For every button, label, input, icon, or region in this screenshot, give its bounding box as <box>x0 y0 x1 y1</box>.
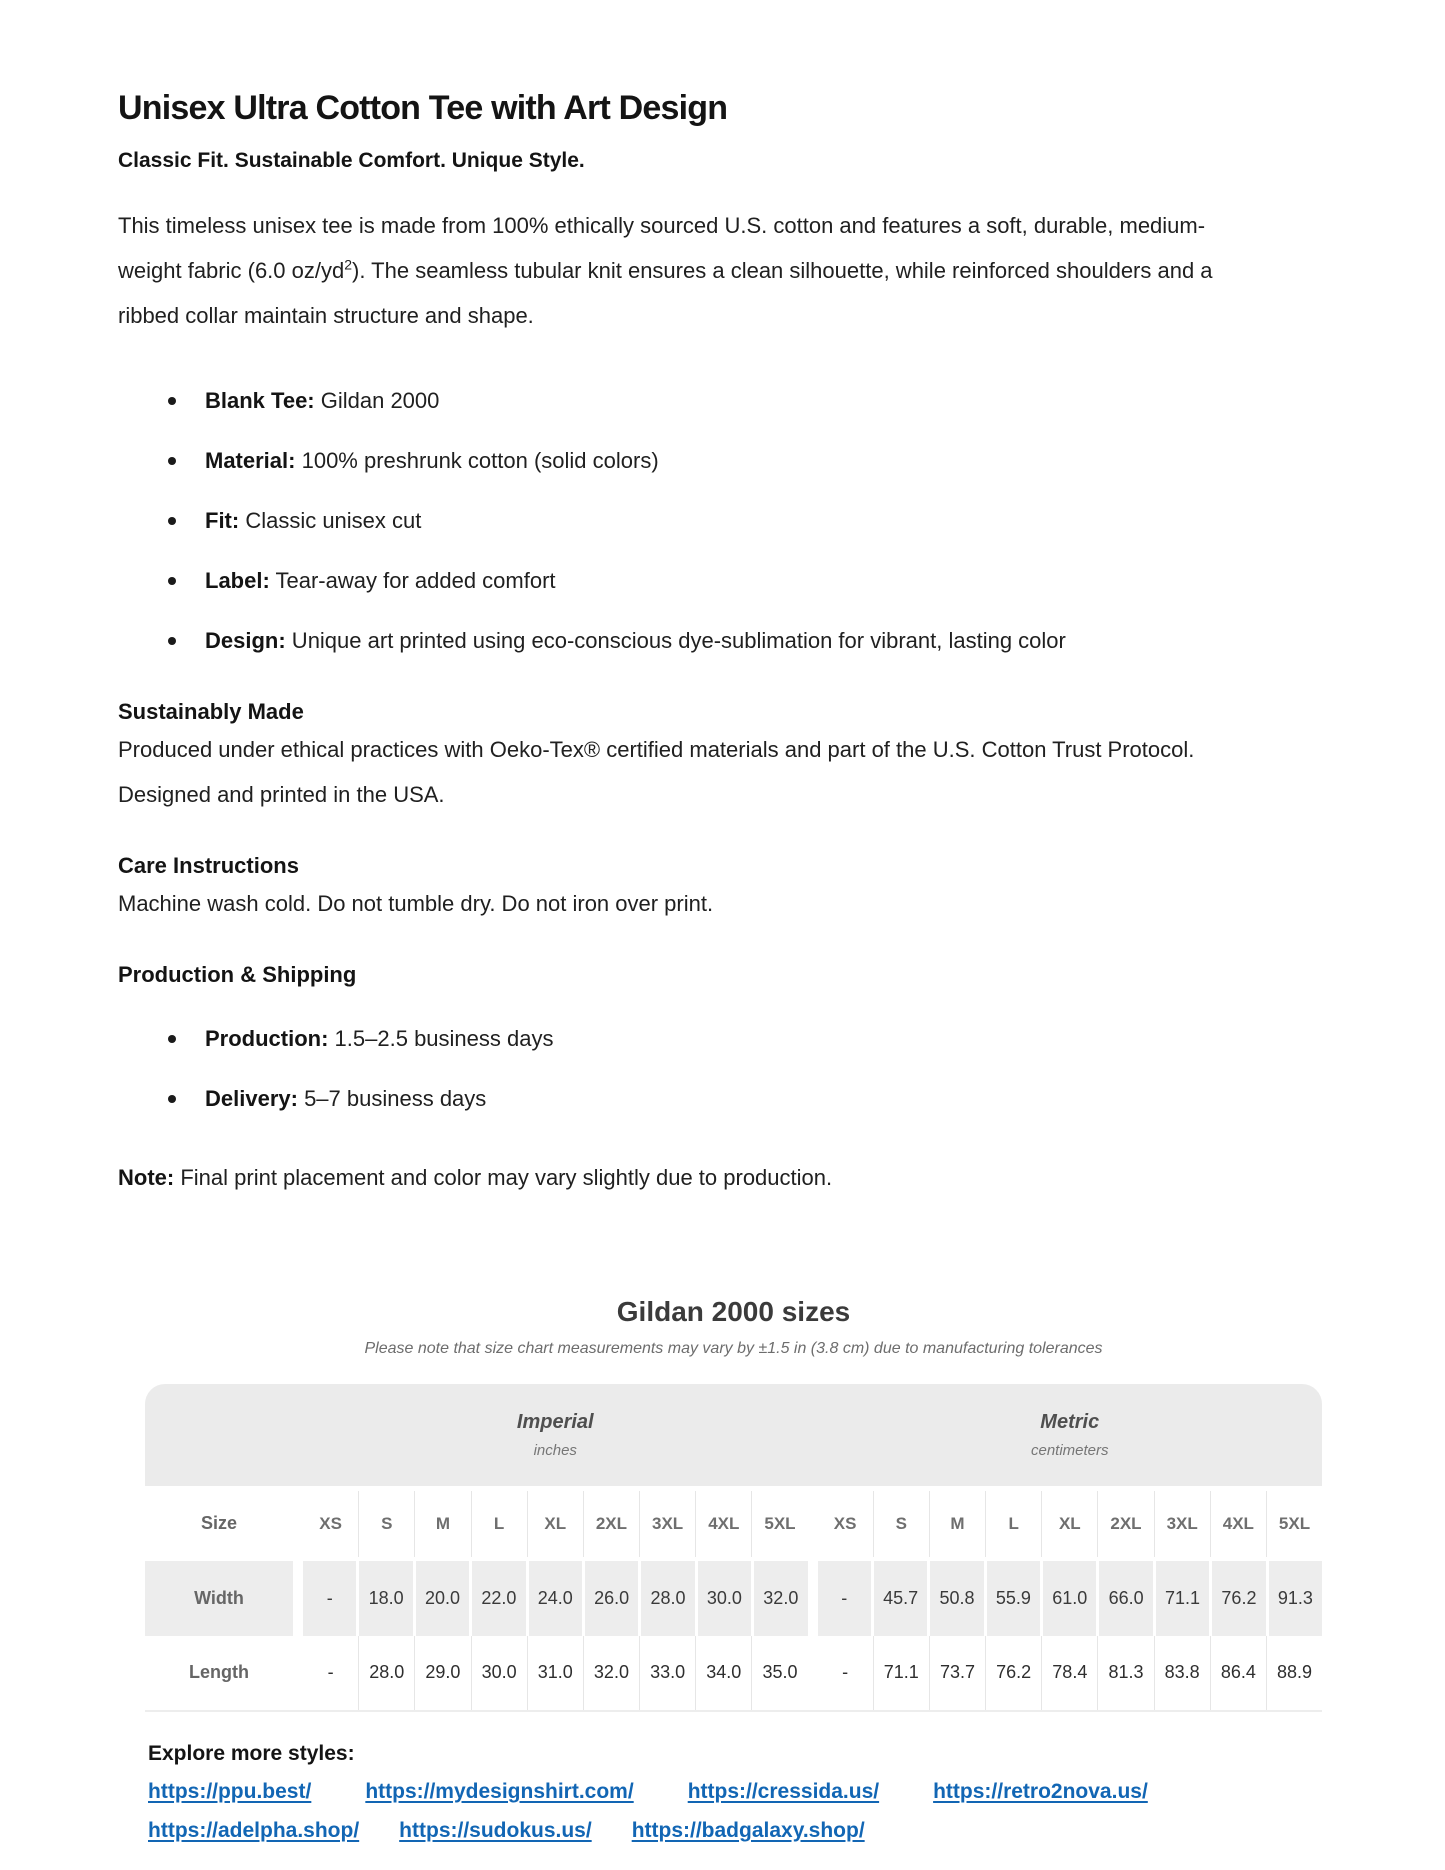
table-cell: 50.8 <box>927 1561 983 1636</box>
list-item <box>118 1076 1330 1121</box>
intro-text-post: ). The seamless tubular knit ensures a clean silhouette, while reinforced shoulders and a ribbed collar maintain structure and shape. <box>118 257 1213 328</box>
list-item <box>118 558 1330 603</box>
link-cressida[interactable]: https://cressida.us/ <box>687 1779 880 1803</box>
col-header: 2XL <box>1097 1491 1153 1557</box>
table-cell: 26.0 <box>582 1561 638 1636</box>
col-header: 3XL <box>1154 1491 1210 1557</box>
col-header: 4XL <box>695 1491 751 1557</box>
col-header: 5XL <box>751 1491 807 1557</box>
metric-group-unit: centimeters <box>1030 1441 1109 1459</box>
note-label: Note: <box>118 1164 175 1190</box>
unit-group-band <box>145 1384 1322 1486</box>
section-heading-care-instructions: Care Instructions <box>118 852 299 878</box>
list-item <box>118 498 1330 543</box>
metric-group-name: Metric <box>1040 1410 1100 1433</box>
size-corner-header: Size <box>200 1513 238 1534</box>
col-header: XS <box>319 1513 342 1533</box>
table-cell: 31.0 <box>527 1636 583 1710</box>
col-header: XS <box>833 1513 857 1533</box>
shipping-text: 1.5–2.5 business days <box>328 1025 554 1051</box>
size-table <box>145 1384 1322 1712</box>
link-sudokus[interactable]: https://sudokus.us/ <box>399 1818 592 1842</box>
list-item <box>118 618 1330 663</box>
table-cell: - <box>818 1561 871 1636</box>
link-badgalaxy[interactable]: https://badgalaxy.shop/ <box>631 1818 865 1842</box>
table-cell: 33.0 <box>639 1636 695 1710</box>
col-header: S <box>358 1491 414 1557</box>
col-header: XL <box>527 1491 583 1557</box>
feature-label: Material: <box>205 447 296 473</box>
feature-list <box>118 378 1330 663</box>
superscript-2: 2 <box>344 256 353 273</box>
table-cell: 30.0 <box>695 1561 751 1636</box>
col-header: XL <box>1041 1491 1097 1557</box>
feature-label: Blank Tee: <box>205 387 315 413</box>
col-header: L <box>985 1491 1041 1557</box>
list-item <box>118 438 1330 483</box>
col-header: M <box>414 1491 470 1557</box>
list-item <box>118 1016 1330 1061</box>
table-cell: 24.0 <box>526 1561 582 1636</box>
col-header: S <box>873 1491 929 1557</box>
note-text: Final print placement and color may vary slightly due to production. <box>174 1164 833 1190</box>
table-cell: 66.0 <box>1096 1561 1152 1636</box>
metric-group-header <box>818 1411 1323 1459</box>
section-body-care-instructions: Machine wash cold. Do not tumble dry. Do not iron over print. <box>118 890 714 916</box>
group-gap <box>808 1491 818 1557</box>
shipping-label: Production: <box>205 1025 329 1051</box>
table-cell: 71.1 <box>1153 1561 1209 1636</box>
table-cell: 61.0 <box>1040 1561 1096 1636</box>
feature-label: Design: <box>205 627 286 653</box>
size-header-row <box>145 1491 1322 1557</box>
row-label: Length <box>189 1662 249 1683</box>
explore-section <box>148 1742 1330 1843</box>
table-cell: - <box>327 1662 334 1683</box>
table-cell: 78.4 <box>1041 1636 1097 1710</box>
table-cell: 20.0 <box>413 1561 469 1636</box>
section-heading-sustainably-made: Sustainably Made <box>118 698 304 724</box>
table-cell: 83.8 <box>1154 1636 1210 1710</box>
table-cell: 32.0 <box>751 1561 807 1636</box>
size-chart-section <box>145 1296 1322 1712</box>
group-gap <box>808 1561 818 1636</box>
length-row <box>145 1636 1322 1710</box>
feature-label: Label: <box>205 567 270 593</box>
explore-heading: Explore more styles: <box>148 1741 355 1765</box>
shipping-text: 5–7 business days <box>297 1085 487 1111</box>
table-cell: - <box>842 1662 849 1683</box>
table-cell: 86.4 <box>1210 1636 1266 1710</box>
table-cell: 22.0 <box>469 1561 525 1636</box>
table-cell: 18.0 <box>356 1561 412 1636</box>
table-cell: 28.0 <box>638 1561 694 1636</box>
link-adelpha[interactable]: https://adelpha.shop/ <box>148 1818 360 1842</box>
note-line <box>118 1155 1330 1200</box>
links-row-1 <box>148 1780 1330 1804</box>
link-ppu-best[interactable]: https://ppu.best/ <box>148 1779 312 1803</box>
table-cell: 30.0 <box>471 1636 527 1710</box>
width-row <box>145 1561 1322 1636</box>
table-cell: 76.2 <box>985 1636 1041 1710</box>
intro-text-pre: This timeless unisex tee is made from 100% ethically sourced U.S. cotton and features a soft, durable, medium-weight fabric (6.0 oz/yd <box>118 212 1206 283</box>
col-header: 5XL <box>1266 1491 1322 1557</box>
imperial-group-unit: inches <box>533 1441 577 1459</box>
table-cell: 29.0 <box>414 1636 470 1710</box>
row-label: Width <box>145 1561 293 1636</box>
imperial-group-header <box>303 1411 808 1459</box>
links-row-2 <box>148 1819 1330 1843</box>
page-subtitle: Classic Fit. Sustainable Comfort. Unique Style. <box>118 148 585 172</box>
feature-text: Gildan 2000 <box>314 387 440 413</box>
col-header: 2XL <box>583 1491 639 1557</box>
size-chart-tolerance-note: Please note that size chart measurements may vary by ±1.5 in (3.8 cm) due to manufacturing tolerances <box>364 1339 1103 1357</box>
section-heading-production-shipping: Production & Shipping <box>118 961 357 987</box>
link-retro2nova[interactable]: https://retro2nova.us/ <box>933 1779 1148 1803</box>
shipping-label: Delivery: <box>205 1085 298 1111</box>
size-chart-title: Gildan 2000 sizes <box>616 1295 851 1327</box>
table-cell: 73.7 <box>929 1636 985 1710</box>
table-cell: 34.0 <box>695 1636 751 1710</box>
table-cell: 55.9 <box>984 1561 1040 1636</box>
col-header: 3XL <box>639 1491 695 1557</box>
table-cell: 35.0 <box>751 1636 807 1710</box>
table-cell: 28.0 <box>358 1636 414 1710</box>
table-cell: 76.2 <box>1209 1561 1265 1636</box>
col-header: 4XL <box>1210 1491 1266 1557</box>
feature-text: Classic unisex cut <box>239 507 422 533</box>
list-item <box>118 378 1330 423</box>
table-cell: 88.9 <box>1266 1636 1322 1710</box>
page-title: Unisex Ultra Cotton Tee with Art Design <box>118 89 728 127</box>
imperial-group-name: Imperial <box>516 1410 594 1433</box>
table-cell: 71.1 <box>873 1636 929 1710</box>
section-body-sustainably-made: Produced under ethical practices with Oeko-Tex® certified materials and part of the U.S. Cotton Trust Protocol. Designed and printed in the USA. <box>118 736 1195 807</box>
table-cell: 81.3 <box>1097 1636 1153 1710</box>
feature-label: Fit: <box>205 507 240 533</box>
table-cell: 91.3 <box>1266 1561 1322 1636</box>
table-cell: 45.7 <box>871 1561 927 1636</box>
feature-text: 100% preshrunk cotton (solid colors) <box>295 447 659 473</box>
shipping-list <box>118 1016 1330 1121</box>
link-mydesignshirt[interactable]: https://mydesignshirt.com/ <box>365 1779 634 1803</box>
table-cell: - <box>303 1561 356 1636</box>
table-cell: 32.0 <box>583 1636 639 1710</box>
intro-paragraph <box>118 203 1258 338</box>
group-gap <box>808 1636 818 1710</box>
feature-text: Unique art printed using eco-conscious dye-sublimation for vibrant, lasting color <box>285 627 1066 653</box>
col-header: L <box>471 1491 527 1557</box>
col-header: M <box>929 1491 985 1557</box>
feature-text: Tear-away for added comfort <box>269 567 556 593</box>
